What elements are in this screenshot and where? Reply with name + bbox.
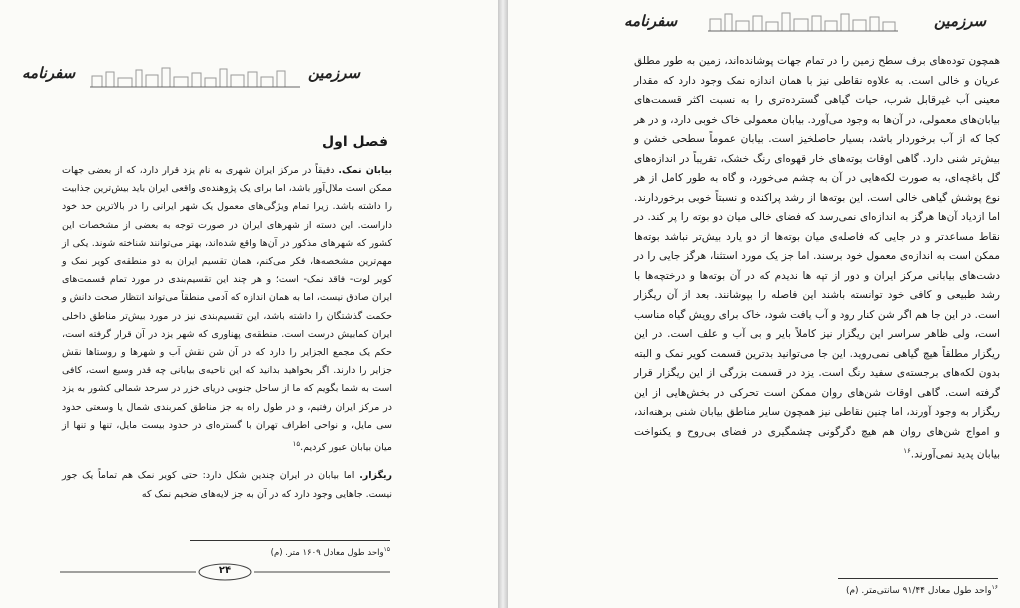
paragraph-lead: ریگزار. xyxy=(359,470,393,482)
book-spine xyxy=(498,0,508,608)
left-page xyxy=(0,0,498,608)
right-body-text xyxy=(634,52,1000,465)
footnote-divider xyxy=(190,540,390,541)
page-header xyxy=(20,60,361,90)
footnote-marker: ۱۶ xyxy=(991,584,998,591)
header-logo-right: سرزمین xyxy=(308,64,361,82)
chapter-title: فصل اول xyxy=(322,134,388,150)
footnote-ref: ۱۶ xyxy=(903,447,911,455)
left-body-text xyxy=(62,162,392,504)
paragraph-salt-desert xyxy=(62,162,392,457)
footnote-text: واحد طول معادل ۹۱/۴۴ سانتی‌متر. (م) xyxy=(845,586,992,596)
paragraph-text: همچون توده‌های برف سطح زمین را در تمام جهات پوشانده‌اند، زمین به طور مطلق عریان و خالی است. به علاوه نقاطی نیز با همان اندازه نمک وجود دارد که مقدار معینی آب غیرقابل شرب، حیات گیاهی گسترده‌تری را به نسبت اکثر قسمت‌های بیابان‌های معمولی، در آن‌ها به وجود می‌آورد. بیابان معمولی خاک خوبی دارد، و در هر کجا که از آب برخوردار باشد، بسیار حاصلخیز است. بیابان عموماً سطحی خشن و بیش‌تر شنی دارد. گاهی اوقات بوته‌های خار قهوه‌ای رنگ خشک، تقریباً در اندازه‌های گل باغچه‌ای، به صورت لکه‌هایی در آن به چشم می‌خورد، و گاه به طور کامل از هر نوع پوشش گیاهی خالی است. این بوته‌ها از رشد پراکنده و نسبتاً خوبی برخوردارند. اما ازدیاد آن‌ها هرگز به اندازه‌ای نمی‌رسد که فضای خالی میان دو بوته را پر کند. در نقاط مساعدتر و در جایی که فاصله‌ی میان بوته‌ها از دو یارد بیش‌تر نباشد بوته‌ها ممکن است به اندازه‌ی معمول خود برسند. اما جز یک مورد استثنا، هرگز جایی را در دشت‌های بیابانی مرکز ایران و دور از تپه ها ندیدم که در آن بوته‌ها و درختچه‌ها با رشد طبیعی و کافی خود توانسته باشند این فاصله را بپوشانند. بعد از آن ریگزار است. در این جا هم اگر شن کنار رود و آب یافت شود، خاک برای رویش گیاه مناسب است، ولی ظاهر سراسر این ریگزار نیز کاملاً بایر و بی آب و علف است. در این ریگزار مطلقاً هیچ گیاهی نمی‌روید. این جا می‌توانید بدترین قسمت کویر نمک و البته بدون لکه‌های برجسته‌ی سفید رنگ است. یزد در قسمت بزرگی از این ریگزار قرار گرفته است. گاهی اوقات شن‌های روان ممکن است تحرکی در بخش‌هایی از این ریگزار به وجود آورند، اما چنین نقاطی نیز همچون سایر مناطق بیابان شنی برهنه‌اند، و امواج شن‌های روان هم هیچ دگرگونی چشمگیری در فضای بی‌روح و یکنواخت بیابان پدید نمی‌آورند. xyxy=(634,55,1000,461)
paragraph-lead: بیابان نمک. xyxy=(338,165,392,176)
footnote-ref: ۱۵ xyxy=(292,440,301,449)
footnote xyxy=(846,584,998,596)
skyline-decoration xyxy=(708,10,898,32)
footnote-marker: ۱۵ xyxy=(383,546,390,553)
footnote-divider xyxy=(838,578,998,579)
skyline-decoration xyxy=(90,66,300,88)
header-logo-right: سرزمین xyxy=(934,12,987,30)
paragraph-text: دقیقاً در مرکز ایران شهری به نام یزد قرار دارد، که از بعضی جهات ممکن است ملال‌آور باشد، اما برای یک پژوهنده‌ی واقعی ایران باید بیش‌ترین جذابیت را داشته باشد. زیرا تمام ویژگی‌های معمول یک شهر ایرانی را در بالاترین حد خود داراست. این دسته از شهرهای ایران در صورت توجه به بعضی از مشخصات این کشور که شهرهای مذکور در آن‌ها واقع شده‌اند، بهتر می‌توانند شناخته شوند. یکی از مهم‌ترین مشخصه‌ها، فکر می‌کنم، همان تقسیم ایران به دو منطقه‌ی کویر نمک و کویر لوت- فاقد نمک- است؛ و هر چند این تقسیم‌بندی در مورد تمام قسمت‌های ایران صادق نیست، اما به همان اندازه که آدمی منطقاً می‌تواند انتظار صحت دانش و حکمت گذشتگان را داشته باشد، این تقسیم‌بندی نیز در مورد بیش‌تر مناطق داخلی ایران کمابیش درست است. منطقه‌ی پهناوری که شهر یزد در آن قرار گرفته است، حکم یک مجمع الجزایر را دارد که در آن شن نقش آب و شهرها و روستاها نقش جزایر را دارند. اگر بخواهید بدانید که این ناحیه‌ی بیابانی چه قدر وسیع است، کافی است به شما بگویم که ما از ساحل جنوبی دریای خزر در سرحد شمالی کشور به یزد در مرکز ایران رفتیم، و در طول راه به جز مناطق کمربندی شمال یا وسعتی حدود سی مایل، و نواحی اطراف تهران با گستره‌ای در حدود بیست مایل، تنها و تنها از میان بیابان عبور کردیم. xyxy=(62,165,392,454)
footnote-text: واحد طول معادل ۱۶۰۹ متر. (م) xyxy=(270,547,384,558)
right-page xyxy=(508,0,1020,608)
page-header xyxy=(618,6,998,36)
paragraph-sand-desert xyxy=(62,467,392,503)
header-logo-left: سفرنامه xyxy=(624,12,678,30)
page-number: ۲۴ xyxy=(218,565,232,576)
footnote xyxy=(271,546,390,558)
paragraph-text: اما بیابان در ایران چندین شکل دارد: حتی کویر نمک هم تماماً یک جور نیست. جاهایی وجود دارد که در آن به جز لایه‌های ضخیم نمک که xyxy=(62,470,392,500)
paragraph-desert-types xyxy=(634,52,1000,465)
header-logo-left: سفرنامه xyxy=(22,64,76,82)
